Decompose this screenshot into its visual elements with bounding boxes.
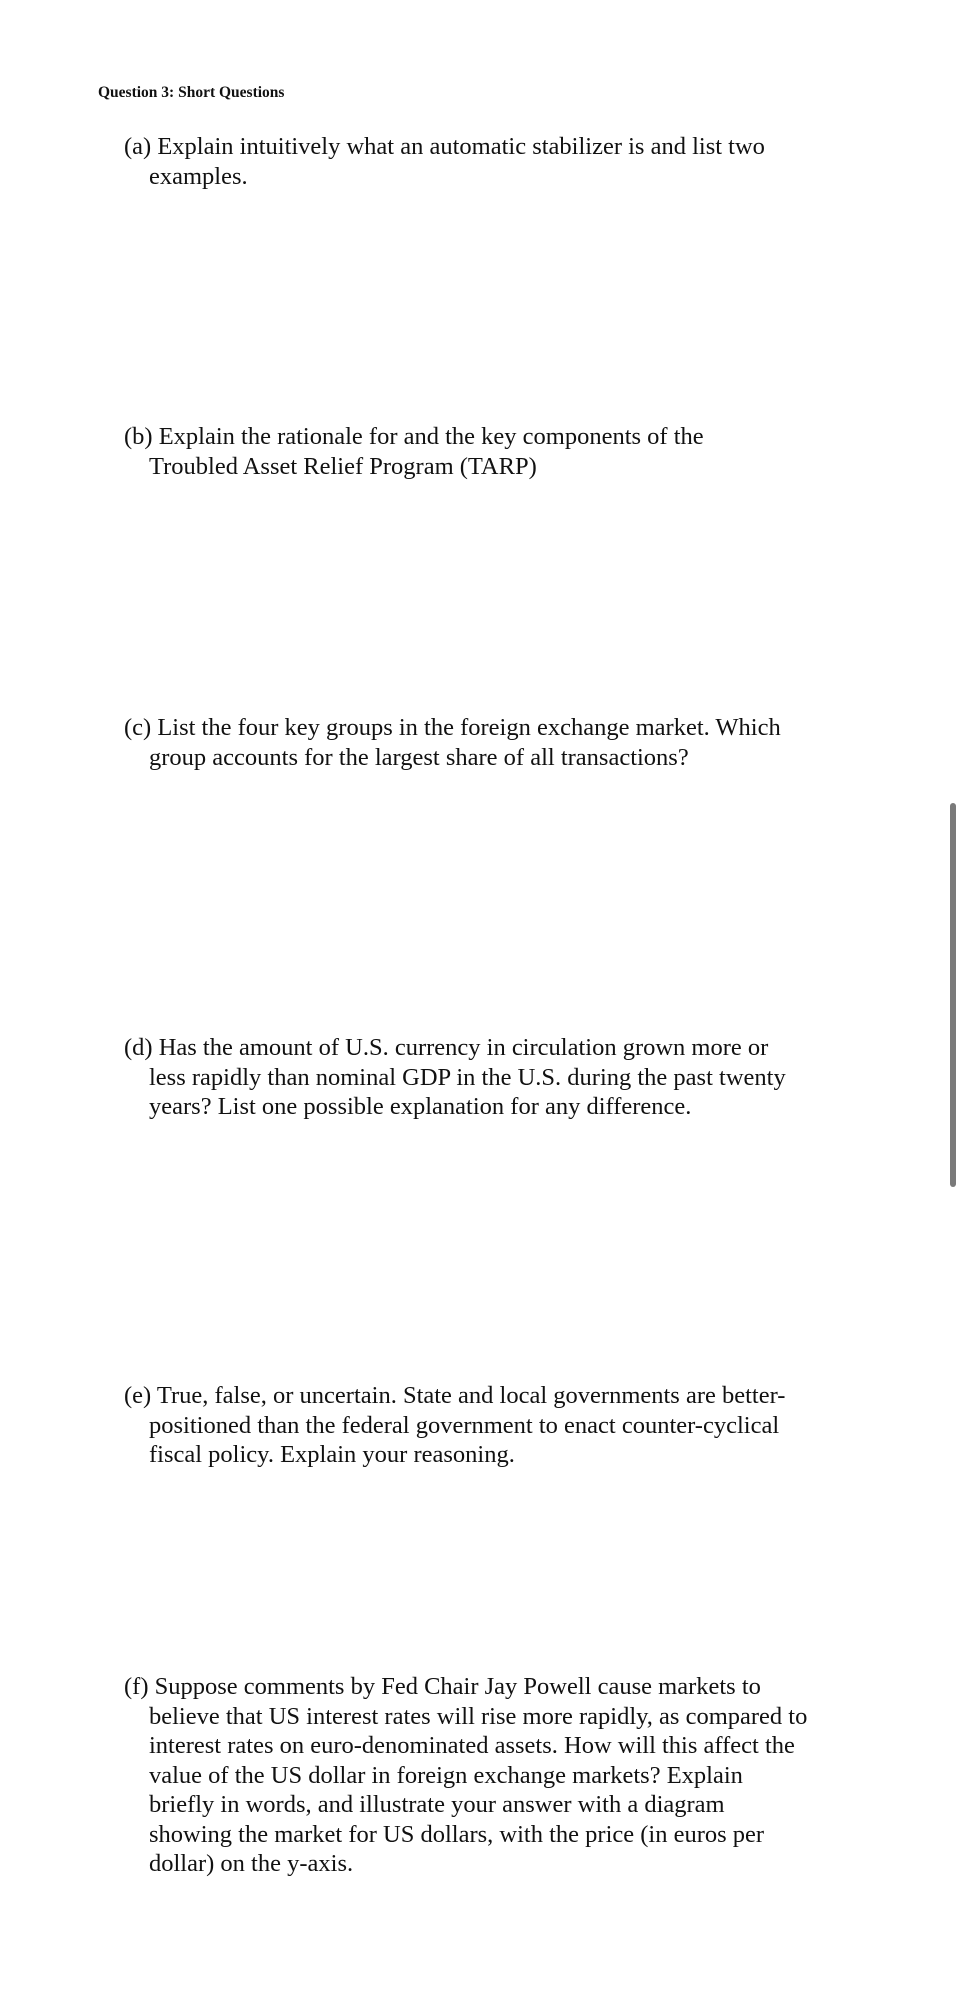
question-a: (a) Explain intuitively what an automatic stabilizer is and list two examples.: [124, 133, 765, 190]
scrollbar-thumb[interactable]: [950, 803, 956, 1187]
question-e: (e) True, false, or uncertain. State and local governments are better-positioned than the federal government to enact counter-cyclical fiscal policy. Explain your reasoning.: [124, 1382, 786, 1468]
question-d: (d) Has the amount of U.S. currency in circulation grown more or less rapidly than nominal GDP in the U.S. during the past twenty years? List one possible explanation for any difference.: [124, 1034, 786, 1120]
page-title: Question 3: Short Questions: [98, 84, 285, 101]
question-c: (c) List the four key groups in the foreign exchange market. Which group accounts for the largest share of all transactions?: [124, 714, 781, 771]
question-f: (f) Suppose comments by Fed Chair Jay Powell cause markets to believe that US interest rates will rise more rapidly, as compared to interest rates on euro-denominated assets. How will this affect the value of the US dollar in foreign exchange markets? Explain briefly in words, and illustrate your answer with a diagram showing the market for US dollars, with the price (in euros per dollar) on the y-axis.: [124, 1673, 808, 1877]
question-b: (b) Explain the rationale for and the key components of the Troubled Asset Relief Program (TARP): [124, 423, 704, 480]
